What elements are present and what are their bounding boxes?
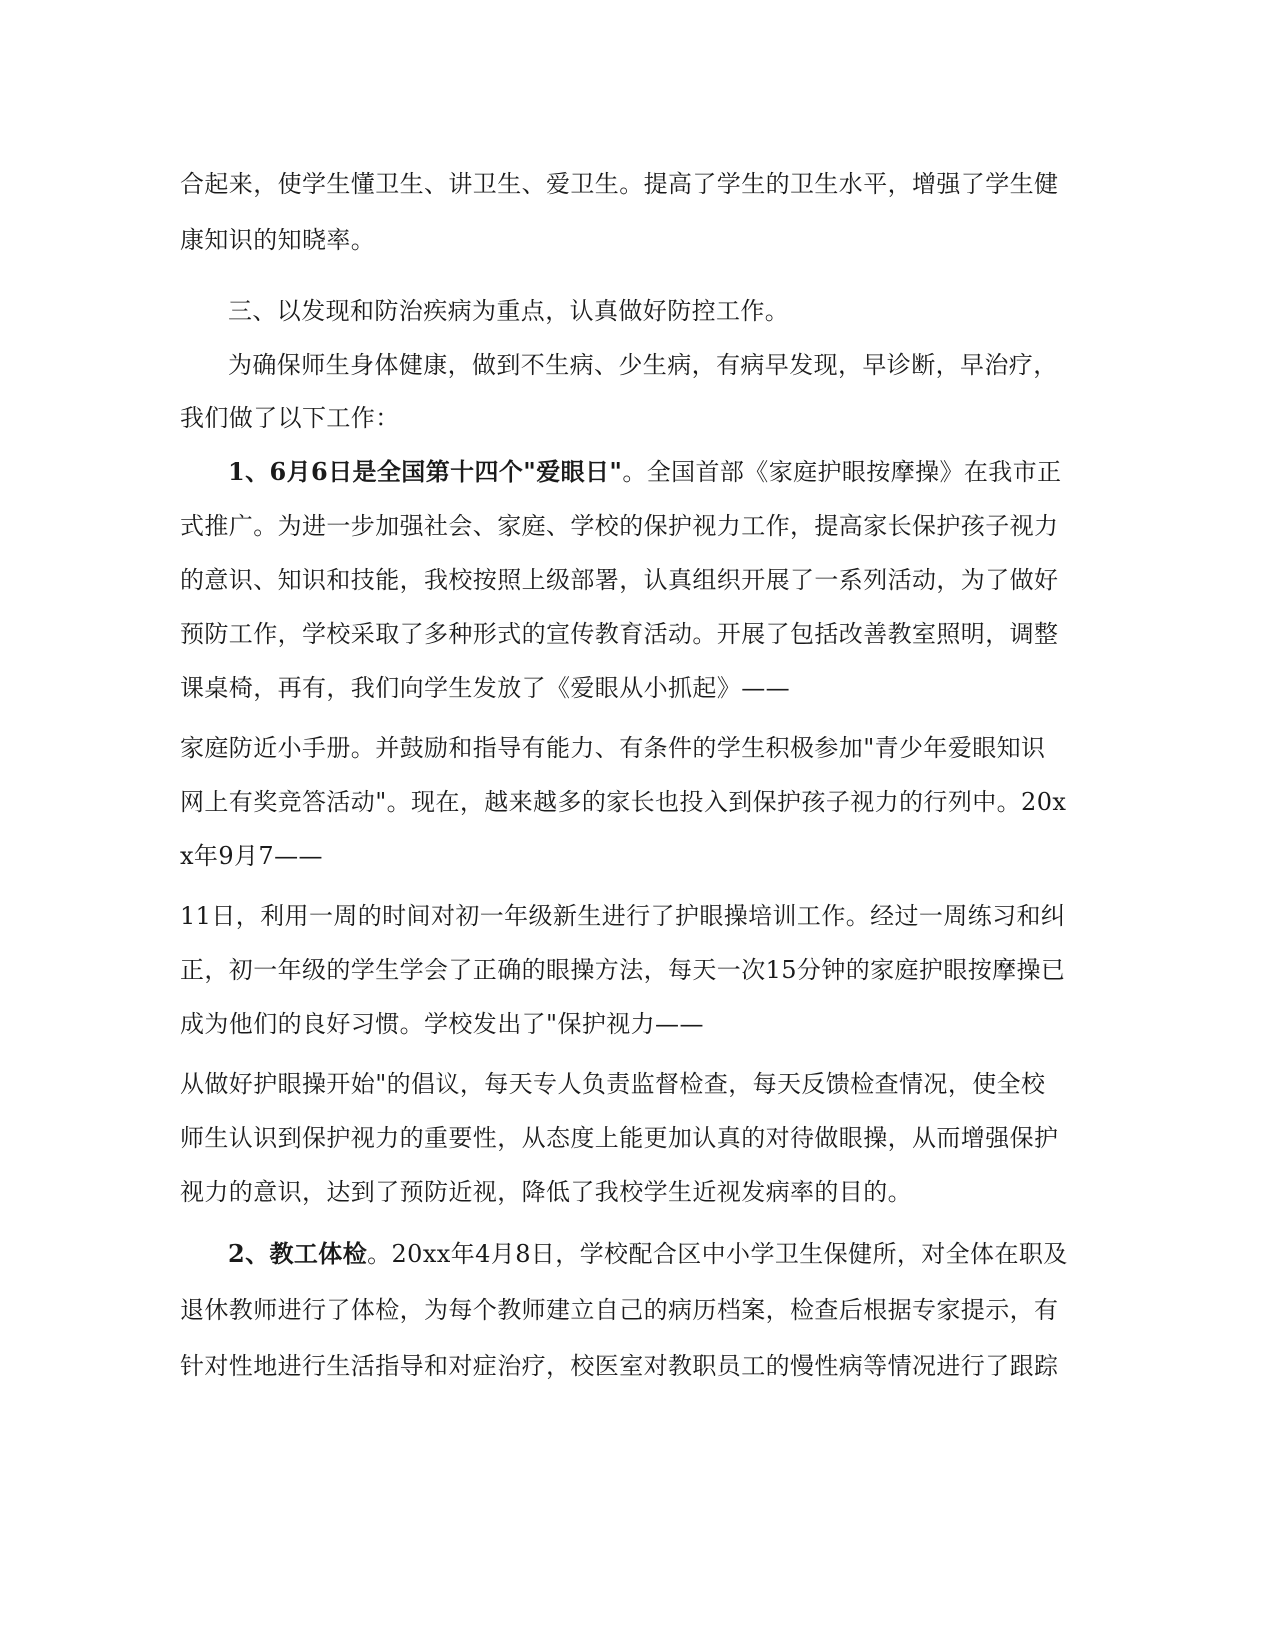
line-text: 的意识、知识和技能，我校按照上级部署，认真组织开展了一系列活动，为了做好 xyxy=(180,566,1059,594)
text-line xyxy=(180,788,1067,816)
text-line xyxy=(180,566,1059,594)
line-text: 正，初一年级的学生学会了正确的眼操方法，每天一次15分钟的家庭护眼按摩操已 xyxy=(180,956,1066,984)
text-line xyxy=(180,956,1066,984)
line-text: 针对性地进行生活指导和对症治疗，校医室对教职员工的慢性病等情况进行了跟踪 xyxy=(180,1352,1059,1380)
line-text: 退休教师进行了体检，为每个教师建立自己的病历档案，检查后根据专家提示，有 xyxy=(180,1296,1059,1324)
text-line xyxy=(180,170,1059,198)
line-text: 。20xx年4月8日，学校配合区中小学卫生保健所，对全体在职及 xyxy=(367,1240,1068,1268)
line-text: 康知识的知晓率。 xyxy=(180,226,376,254)
text-line xyxy=(180,1239,1068,1268)
text-line xyxy=(180,842,1040,870)
line-text: x年9月7—— xyxy=(180,842,323,870)
text-line xyxy=(180,1296,1059,1324)
text-line xyxy=(180,1352,1059,1380)
text-line xyxy=(180,351,1058,379)
line-text: 网上有奖竞答活动"。现在，越来越多的家长也投入到保护孩子视力的行列中。20x xyxy=(180,788,1067,816)
line-text: 师生认识到保护视力的重要性，从态度上能更加认真的对待做眼操，从而增强保护 xyxy=(180,1124,1059,1152)
text-line xyxy=(180,902,1066,930)
document-page xyxy=(180,0,1068,1650)
section-heading xyxy=(180,297,1040,325)
text-line xyxy=(180,734,1046,762)
line-text: 家庭防近小手册。并鼓励和指导有能力、有条件的学生积极参加"青少年爱眼知识 xyxy=(180,734,1046,762)
line-text: 预防工作，学校采取了多种形式的宣传教育活动。开展了包括改善教室照明，调整 xyxy=(180,620,1059,648)
line-text: 我们做了以下工作： xyxy=(180,404,400,432)
text-line xyxy=(180,1124,1059,1152)
item-heading: 1、6月6日是全国第十四个"爱眼日" xyxy=(228,457,623,486)
line-text: 式推广。为进一步加强社会、家庭、学校的保护视力工作，提高家长保护孩子视力 xyxy=(180,512,1059,540)
text-line xyxy=(180,674,1040,702)
line-text: 合起来，使学生懂卫生、讲卫生、爱卫生。提高了学生的卫生水平，增强了学生健 xyxy=(180,170,1059,198)
text-line xyxy=(180,620,1059,648)
text-line xyxy=(180,1070,1046,1098)
line-text: 为确保师生身体健康，做到不生病、少生病，有病早发现，早诊断，早治疗， xyxy=(228,351,1058,379)
line-text: 课桌椅，再有，我们向学生发放了《爱眼从小抓起》—— xyxy=(180,674,790,702)
line-text: 视力的意识，达到了预防近视，降低了我校学生近视发病率的目的。 xyxy=(180,1178,912,1206)
text-line xyxy=(180,457,1062,486)
text-line xyxy=(180,1010,1040,1038)
line-text: 成为他们的良好习惯。学校发出了"保护视力—— xyxy=(180,1010,704,1038)
line-text: 三、以发现和防治疾病为重点，认真做好防控工作。 xyxy=(228,297,790,325)
item-heading: 2、教工体检 xyxy=(228,1239,368,1268)
text-line xyxy=(180,404,1040,432)
text-line xyxy=(180,512,1059,540)
text-line xyxy=(180,1178,1040,1206)
line-text: 从做好护眼操开始"的倡议，每天专人负责监督检查，每天反馈检查情况，使全校 xyxy=(180,1070,1046,1098)
line-text: 。全国首部《家庭护眼按摩操》在我市正 xyxy=(622,458,1062,486)
line-text: 11日，利用一周的时间对初一年级新生进行了护眼操培训工作。经过一周练习和纠 xyxy=(180,902,1066,930)
text-line xyxy=(180,226,1040,254)
